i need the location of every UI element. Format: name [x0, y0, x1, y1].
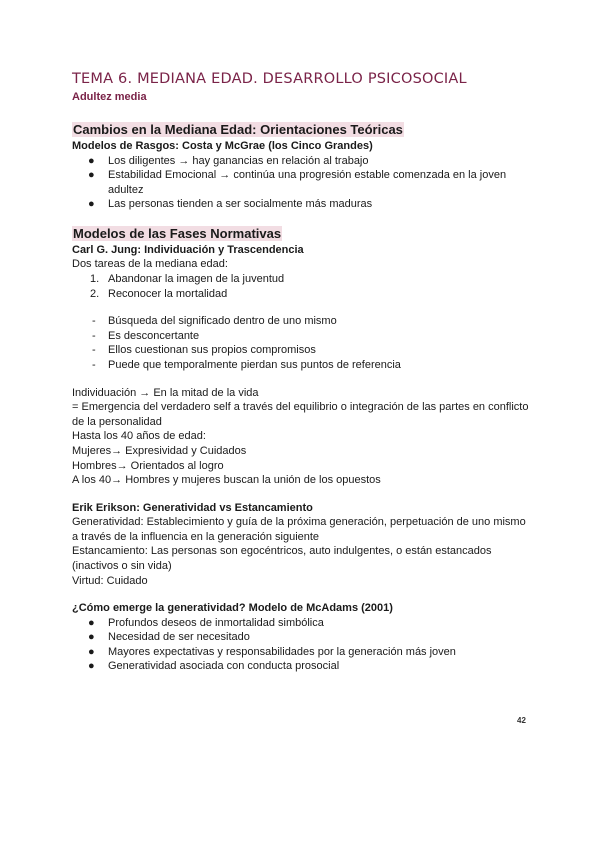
- list-item: ● Estabilidad Emocional → continúa una progresión estable comenzada en la joven adultez: [88, 169, 507, 196]
- section-heading-fases: Modelos de las Fases Normativas: [73, 225, 282, 241]
- list-item: ● Las personas tienden a ser socialmente más maduras: [88, 198, 373, 211]
- list-item: - Es desconcertante: [92, 329, 200, 342]
- dash-list-jung: [72, 314, 532, 372]
- document-title: TEMA 6. MEDIANA EDAD. DESARROLLO PSICOSOCIAL: [72, 71, 467, 87]
- subheading-jung: Carl G. Jung: Individuación y Trascendencia: [72, 243, 304, 256]
- paragraph-line: Hombres→ Orientados al logro: [72, 459, 224, 472]
- list-item: - Ellos cuestionan sus propios compromisos: [92, 344, 316, 357]
- page-number: 42: [517, 716, 526, 725]
- list-item: ● Mayores expectativas y responsabilidades por la generación más joven: [88, 645, 456, 658]
- document-page: [72, 70, 532, 674]
- paragraph-line: = Emergencia del verdadero self a través del equilibrio o integración de las partes en conflicto de la personalidad: [72, 401, 529, 428]
- paragraph-line: Individuación → En la mitad de la vida: [72, 386, 259, 399]
- subheading-mcadams: ¿Cómo emerge la generatividad? Modelo de McAdams (2001): [72, 602, 393, 615]
- list-item: ● Generatividad asociada con conducta prosocial: [88, 660, 340, 673]
- document-subtitle: Adultez media: [72, 91, 147, 103]
- section-heading-cambios: Cambios en la Mediana Edad: Orientaciones Teóricas: [73, 122, 403, 137]
- list-item: ● Necesidad de ser necesitado: [88, 631, 250, 644]
- bullet-list-mcadams: [72, 616, 532, 674]
- numbered-list-tareas: [72, 272, 532, 301]
- subheading-rasgos: Modelos de Rasgos: Costa y McGrae (los Cinco Grandes): [72, 140, 373, 152]
- list-item: - Puede que temporalmente pierdan sus puntos de referencia: [92, 358, 401, 371]
- list-item: ● Los diligentes → hay ganancias en relación al trabajo: [88, 154, 369, 167]
- list-item: 2. Reconocer la mortalidad: [90, 287, 228, 300]
- bullet-list-rasgos: [72, 154, 532, 212]
- paragraph-line: Mujeres→ Expresividad y Cuidados: [72, 444, 247, 457]
- paragraph-line: A los 40→ Hombres y mujeres buscan la unión de los opuestos: [72, 474, 381, 487]
- paragraph-line: Virtud: Cuidado: [72, 574, 148, 587]
- paragraph-line: Generatividad: Establecimiento y guía de la próxima generación, perpetuación de uno mismo a través de la influencia en la generación siguiente: [72, 516, 526, 543]
- list-item: 1. Abandonar la imagen de la juventud: [90, 272, 285, 285]
- intro-text: Dos tareas de la mediana edad:: [72, 258, 228, 271]
- subheading-erikson: Erik Erikson: Generatividad vs Estancamiento: [72, 501, 313, 514]
- paragraph-line: Estancamiento: Las personas son egocéntricos, auto indulgentes, o están estancados (inactivos o sin vida): [72, 545, 492, 572]
- list-item: - Búsqueda del significado dentro de uno mismo: [92, 315, 337, 328]
- paragraph-line: Hasta los 40 años de edad:: [72, 430, 206, 443]
- list-item: ● Profundos deseos de inmortalidad simbólica: [88, 616, 324, 629]
